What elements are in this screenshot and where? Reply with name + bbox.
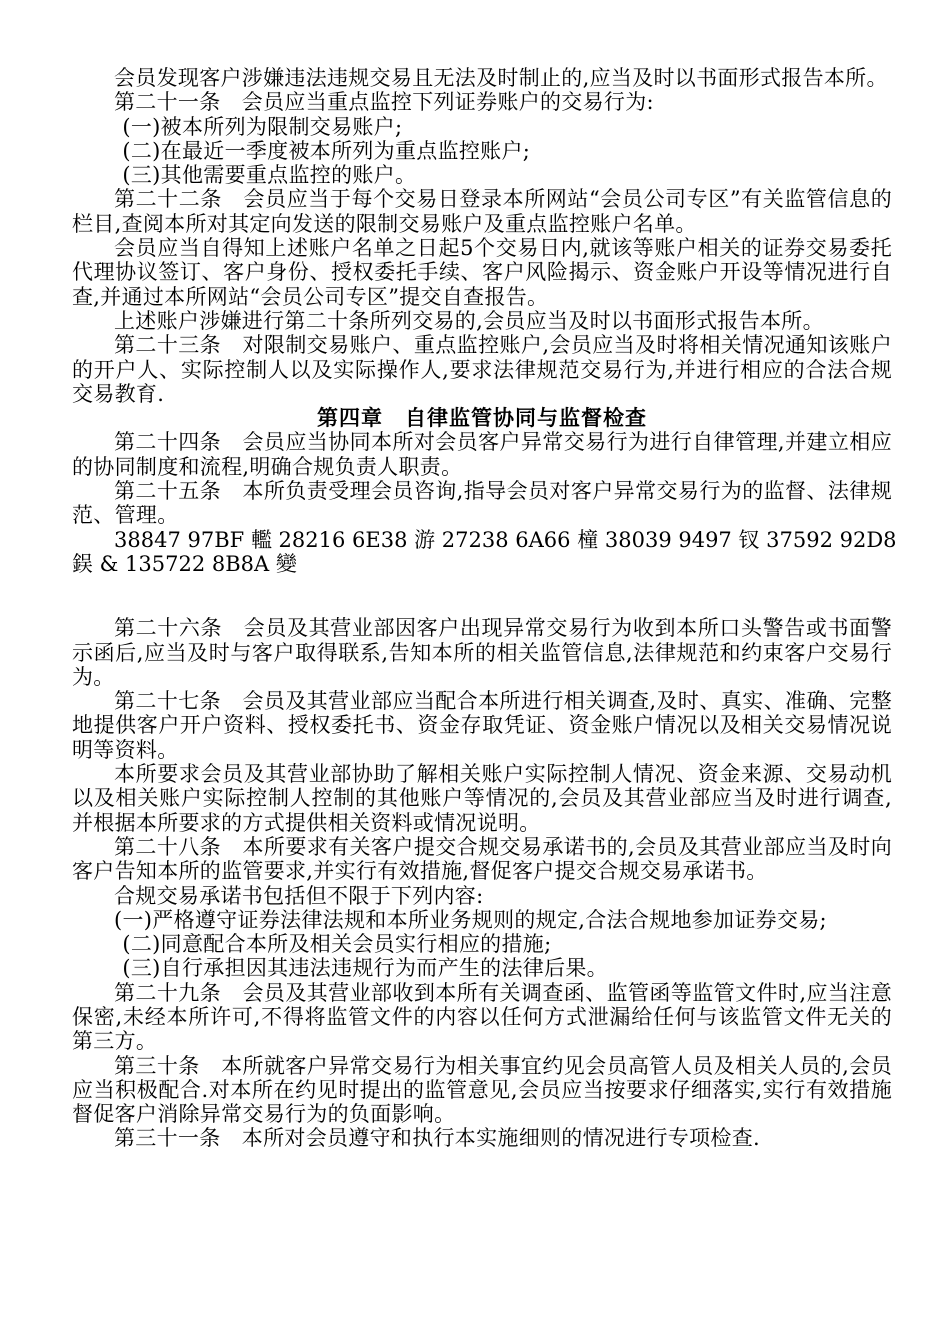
list-item: (二)在最近一季度被本所列为重点监控账户; bbox=[122, 138, 531, 163]
list-item: (三)自行承担因其违法违规行为而产生的法律后果。 bbox=[122, 956, 608, 981]
chapter-heading: 第四章 自律监管协同与监督检查 bbox=[317, 406, 647, 431]
blank-gap bbox=[72, 576, 892, 616]
encoding-line: 38847 97BF 轞 28216 6E38 游 27238 6A66 橦 38039 9497 钗 37592 92D8 bbox=[114, 527, 897, 552]
list-item: (二)同意配合本所及相关会员实行相应的措施; bbox=[122, 932, 552, 957]
list-item: (三)其他需要重点监控的账户。 bbox=[122, 163, 417, 188]
article-25: 第二十五条 本所负责受理会员咨询,指导会员对客户异常交易行为的监督、法律规范、管理。 bbox=[72, 479, 892, 528]
list-item: (一)被本所列为限制交易账户; bbox=[122, 114, 403, 139]
article-23: 第二十三条 对限制交易账户、重点监控账户,会员应当及时将相关情况通知该账户的开户人、实际控制人以及实际操作人,要求法律规范交易行为,并进行相应的合法合规交易教育. bbox=[72, 333, 892, 406]
paragraph: 会员应当自得知上述账户名单之日起5个交易日内,就该等账户相关的证券交易委托代理协议签订、客户身份、授权委托手续、客户风险揭示、资金账户开设等情况进行自查,并通过本所网站“会员公司专区”提交自查报告。 bbox=[72, 236, 892, 309]
article-22: 第二十二条 会员应当于每个交易日登录本所网站“会员公司专区”有关监管信息的栏目,查阅本所对其定向发送的限制交易账户及重点监控账户名单。 bbox=[72, 187, 892, 236]
list-item: (一)严格遵守证券法律法规和本所业务规则的规定,合法合规地参加证券交易; bbox=[114, 907, 827, 932]
article-28: 第二十八条 本所要求有关客户提交合规交易承诺书的,会员及其营业部应当及时向客户告知本所的监管要求,并实行有效措施,督促客户提交合规交易承诺书。 bbox=[72, 834, 892, 884]
article-27: 第二十七条 会员及其营业部应当配合本所进行相关调查,及时、真实、准确、完整地提供客户开户资料、授权委托书、资金存取凭证、资金账户情况以及相关交易情况说明等资料。 bbox=[72, 689, 892, 762]
paragraph: 会员发现客户涉嫌违法违规交易且无法及时制止的,应当及时以书面形式报告本所。 bbox=[114, 66, 888, 90]
article-21: 第二十一条 会员应当重点监控下列证券账户的交易行为: bbox=[114, 90, 654, 115]
article-29: 第二十九条 会员及其营业部收到本所有关调查函、监管函等监管文件时,应当注意保密,未经本所许可,不得将监管文件的内容以任何方式泄漏给任何与该监管文件无关的第三方。 bbox=[72, 980, 892, 1054]
article-31: 第三十一条 本所对会员遵守和执行本实施细则的情况进行专项检查. bbox=[114, 1126, 760, 1151]
article-26: 第二十六条 会员及其营业部因客户出现异常交易行为收到本所口头警告或书面警示函后,应当及时与客户取得联系,告知本所的相关监管信息,法律规范和约束客户交易行为。 bbox=[72, 616, 892, 689]
document-page bbox=[72, 66, 897, 1151]
paragraph: 合规交易承诺书包括但不限于下列内容: bbox=[114, 883, 484, 908]
article-30: 第三十条 本所就客户异常交易行为相关事宜约见会员高管人员及相关人员的,会员应当积极配合.对本所在约见时提出的监管意见,会员应当按要求仔细落实,实行有效措施督促客户消除异常交易行为的负面影响。 bbox=[72, 1053, 892, 1127]
article-24: 第二十四条 会员应当协同本所对会员客户异常交易行为进行自律管理,并建立相应的协同制度和流程,明确合规负责人职责。 bbox=[72, 430, 892, 479]
paragraph: 本所要求会员及其营业部协助了解相关账户实际控制人情况、资金来源、交易动机以及相关账户实际控制人控制的其他账户等情况的,会员及其营业部应当及时进行调查,并根据本所要求的方式提供相关资料或情况说明。 bbox=[72, 762, 892, 835]
paragraph: 上述账户涉嫌进行第二十条所列交易的,会员应当及时以书面形式报告本所。 bbox=[114, 308, 824, 333]
encoding-line: 鋘 & 135722 8B8A 變 bbox=[72, 551, 297, 576]
